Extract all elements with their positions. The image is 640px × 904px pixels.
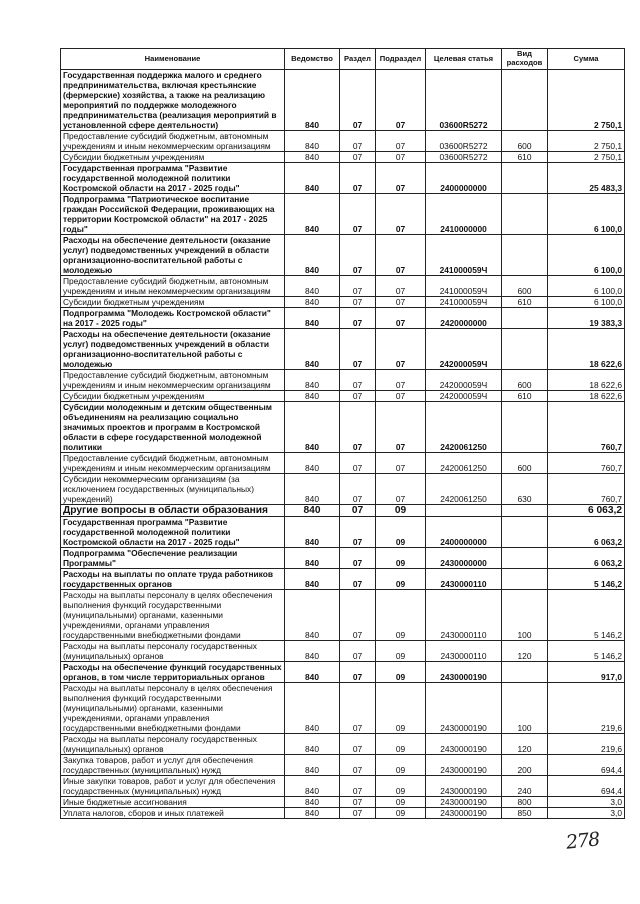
row-target-article-cell [426, 505, 502, 517]
row-amount-cell: 2 750,1 [548, 152, 625, 163]
row-name-cell: Иные бюджетные ассигнования [61, 797, 285, 808]
row-section-cell: 07 [340, 297, 376, 308]
row-expense-type-cell: 600 [502, 276, 548, 297]
row-name-cell: Предоставление субсидий бюджетным, автономным учреждениям и иным некоммерческим организациям [61, 131, 285, 152]
row-subsection-cell: 07 [376, 308, 426, 329]
row-section-cell: 07 [340, 641, 376, 662]
row-subsection-cell: 07 [376, 194, 426, 235]
row-amount-cell: 5 146,2 [548, 590, 625, 641]
row-subsection-cell: 07 [376, 474, 426, 505]
row-amount-cell: 18 622,6 [548, 329, 625, 370]
row-department-cell: 840 [285, 797, 340, 808]
row-name-cell: Другие вопросы в области образования [61, 505, 285, 517]
row-expense-type-cell: 850 [502, 808, 548, 819]
table-row [61, 391, 625, 402]
header-amount: Сумма [548, 49, 625, 70]
row-amount-cell: 18 622,6 [548, 370, 625, 391]
row-section-cell: 07 [340, 808, 376, 819]
row-department-cell: 840 [285, 297, 340, 308]
row-section-cell: 07 [340, 662, 376, 683]
table-row [61, 590, 625, 641]
table-row [61, 517, 625, 548]
row-target-article-cell: 2430000110 [426, 641, 502, 662]
row-amount-cell: 6 100,0 [548, 194, 625, 235]
row-department-cell: 840 [285, 474, 340, 505]
row-section-cell: 07 [340, 391, 376, 402]
row-subsection-cell: 07 [376, 453, 426, 474]
row-name-cell: Уплата налогов, сборов и иных платежей [61, 808, 285, 819]
row-target-article-cell: 03600R5272 [426, 70, 502, 131]
row-amount-cell: 25 483,3 [548, 163, 625, 194]
row-section-cell: 07 [340, 163, 376, 194]
row-expense-type-cell [502, 70, 548, 131]
row-department-cell: 840 [285, 152, 340, 163]
table-row [61, 734, 625, 755]
row-target-article-cell: 2420061250 [426, 453, 502, 474]
row-section-cell: 07 [340, 402, 376, 453]
row-department-cell: 840 [285, 505, 340, 517]
row-target-article-cell: 242000059Ч [426, 391, 502, 402]
row-target-article-cell: 241000059Ч [426, 235, 502, 276]
row-subsection-cell: 09 [376, 641, 426, 662]
row-expense-type-cell: 100 [502, 683, 548, 734]
row-department-cell: 840 [285, 683, 340, 734]
row-subsection-cell: 07 [376, 276, 426, 297]
row-subsection-cell: 07 [376, 370, 426, 391]
row-section-cell: 07 [340, 194, 376, 235]
row-target-article-cell: 2430000110 [426, 590, 502, 641]
header-department: Ведомство [285, 49, 340, 70]
row-subsection-cell: 07 [376, 163, 426, 194]
row-department-cell: 840 [285, 276, 340, 297]
row-target-article-cell: 241000059Ч [426, 297, 502, 308]
table-row [61, 474, 625, 505]
row-expense-type-cell [502, 329, 548, 370]
row-expense-type-cell: 800 [502, 797, 548, 808]
row-target-article-cell: 2430000000 [426, 548, 502, 569]
row-section-cell: 07 [340, 776, 376, 797]
row-amount-cell: 19 383,3 [548, 308, 625, 329]
table-row [61, 776, 625, 797]
row-subsection-cell: 09 [376, 755, 426, 776]
row-expense-type-cell [502, 517, 548, 548]
row-target-article-cell: 2430000190 [426, 662, 502, 683]
row-name-cell: Предоставление субсидий бюджетным, автономным учреждениям и иным некоммерческим организациям [61, 276, 285, 297]
table-row [61, 308, 625, 329]
row-amount-cell: 760,7 [548, 402, 625, 453]
row-expense-type-cell [502, 548, 548, 569]
row-section-cell: 07 [340, 152, 376, 163]
row-target-article-cell: 2420061250 [426, 402, 502, 453]
row-expense-type-cell: 200 [502, 755, 548, 776]
table-row [61, 548, 625, 569]
row-department-cell: 840 [285, 662, 340, 683]
row-subsection-cell: 07 [376, 70, 426, 131]
row-subsection-cell: 09 [376, 734, 426, 755]
table-row [61, 808, 625, 819]
row-department-cell: 840 [285, 391, 340, 402]
row-department-cell: 840 [285, 734, 340, 755]
row-section-cell: 07 [340, 235, 376, 276]
row-department-cell: 840 [285, 308, 340, 329]
row-subsection-cell: 09 [376, 517, 426, 548]
row-expense-type-cell [502, 402, 548, 453]
row-department-cell: 840 [285, 776, 340, 797]
row-subsection-cell: 09 [376, 683, 426, 734]
row-department-cell: 840 [285, 590, 340, 641]
row-amount-cell: 760,7 [548, 474, 625, 505]
row-expense-type-cell [502, 308, 548, 329]
row-name-cell: Иные закупки товаров, работ и услуг для обеспечения государственных (муниципальных) нужд [61, 776, 285, 797]
row-amount-cell: 6 063,2 [548, 505, 625, 517]
table-row [61, 276, 625, 297]
row-name-cell: Расходы на обеспечение деятельности (оказание услуг) подведомственных учреждений в области организационно-воспитательной работы с молодежью [61, 235, 285, 276]
row-amount-cell: 2 750,1 [548, 131, 625, 152]
row-expense-type-cell: 120 [502, 641, 548, 662]
row-section-cell: 07 [340, 329, 376, 370]
row-amount-cell: 5 146,2 [548, 569, 625, 590]
row-target-article-cell: 2430000190 [426, 755, 502, 776]
table-row [61, 402, 625, 453]
table-row [61, 662, 625, 683]
row-department-cell: 840 [285, 548, 340, 569]
table-row [61, 370, 625, 391]
table-row [61, 131, 625, 152]
row-amount-cell: 219,6 [548, 683, 625, 734]
row-expense-type-cell: 100 [502, 590, 548, 641]
row-section-cell: 07 [340, 308, 376, 329]
row-amount-cell: 3,0 [548, 808, 625, 819]
row-name-cell: Подпрограмма "Обеспечение реализации Программы" [61, 548, 285, 569]
row-subsection-cell: 07 [376, 235, 426, 276]
row-amount-cell: 5 146,2 [548, 641, 625, 662]
row-name-cell: Предоставление субсидий бюджетным, автономным учреждениям и иным некоммерческим организациям [61, 453, 285, 474]
row-expense-type-cell [502, 163, 548, 194]
row-section-cell: 07 [340, 370, 376, 391]
row-subsection-cell: 07 [376, 152, 426, 163]
row-target-article-cell: 2400000000 [426, 517, 502, 548]
row-amount-cell: 6 063,2 [548, 548, 625, 569]
row-amount-cell: 760,7 [548, 453, 625, 474]
page-number: 278 [564, 828, 601, 854]
row-department-cell: 840 [285, 163, 340, 194]
table-row [61, 453, 625, 474]
row-name-cell: Закупка товаров, работ и услуг для обеспечения государственных (муниципальных) нужд [61, 755, 285, 776]
row-target-article-cell: 2430000110 [426, 569, 502, 590]
row-target-article-cell: 2420061250 [426, 474, 502, 505]
row-amount-cell: 3,0 [548, 797, 625, 808]
row-amount-cell: 694,4 [548, 755, 625, 776]
row-expense-type-cell: 600 [502, 370, 548, 391]
row-section-cell: 07 [340, 683, 376, 734]
row-amount-cell: 18 622,6 [548, 391, 625, 402]
table-body [61, 70, 625, 819]
row-expense-type-cell: 610 [502, 152, 548, 163]
row-subsection-cell: 09 [376, 797, 426, 808]
row-name-cell: Расходы на выплаты по оплате труда работников государственных органов [61, 569, 285, 590]
row-name-cell: Расходы на обеспечение деятельности (оказание услуг) подведомственных учреждений в области организационно-воспитательной работы с молодежью [61, 329, 285, 370]
row-subsection-cell: 09 [376, 808, 426, 819]
row-target-article-cell: 2430000190 [426, 683, 502, 734]
row-expense-type-cell [502, 194, 548, 235]
row-target-article-cell: 242000059Ч [426, 329, 502, 370]
table-row [61, 505, 625, 517]
row-subsection-cell: 09 [376, 569, 426, 590]
row-section-cell: 07 [340, 517, 376, 548]
table-row [61, 70, 625, 131]
row-subsection-cell: 09 [376, 505, 426, 517]
row-expense-type-cell: 600 [502, 453, 548, 474]
row-name-cell: Субсидии бюджетным учреждениям [61, 152, 285, 163]
row-subsection-cell: 09 [376, 548, 426, 569]
row-name-cell: Подпрограмма "Молодежь Костромской области" на 2017 - 2025 годы" [61, 308, 285, 329]
row-name-cell: Государственная программа "Развитие государственной молодежной политики Костромской области на 2017 - 2025 годы" [61, 163, 285, 194]
row-name-cell: Расходы на выплаты персоналу государственных (муниципальных) органов [61, 734, 285, 755]
header-section: Раздел [340, 49, 376, 70]
row-amount-cell: 2 750,1 [548, 70, 625, 131]
row-target-article-cell: 2430000190 [426, 797, 502, 808]
header-expense-type: Вид расходов [502, 49, 548, 70]
row-department-cell: 840 [285, 235, 340, 276]
row-target-article-cell: 2430000190 [426, 776, 502, 797]
header-subsection: Подраздел [376, 49, 426, 70]
row-name-cell: Государственная поддержка малого и среднего предпринимательства, включая крестьянские (фермерские) хозяйства, а также на реализацию мероприятий по поддержке молодежного предпринимательства (реализация мероприятий в установленной сфере деятельности) [61, 70, 285, 131]
row-section-cell: 07 [340, 569, 376, 590]
table-row [61, 329, 625, 370]
row-expense-type-cell: 240 [502, 776, 548, 797]
row-department-cell: 840 [285, 517, 340, 548]
row-department-cell: 840 [285, 808, 340, 819]
row-name-cell: Предоставление субсидий бюджетным, автономным учреждениям и иным некоммерческим организациям [61, 370, 285, 391]
row-section-cell: 07 [340, 797, 376, 808]
table-header-row [61, 49, 625, 70]
row-subsection-cell: 09 [376, 776, 426, 797]
row-target-article-cell: 03600R5272 [426, 152, 502, 163]
row-expense-type-cell: 610 [502, 297, 548, 308]
row-name-cell: Расходы на выплаты персоналу государственных (муниципальных) органов [61, 641, 285, 662]
row-expense-type-cell: 120 [502, 734, 548, 755]
row-target-article-cell: 2430000190 [426, 734, 502, 755]
row-expense-type-cell [502, 662, 548, 683]
table-row [61, 569, 625, 590]
table-row [61, 163, 625, 194]
budget-table [60, 48, 625, 819]
header-name: Наименование [61, 49, 285, 70]
row-department-cell: 840 [285, 755, 340, 776]
row-department-cell: 840 [285, 131, 340, 152]
row-department-cell: 840 [285, 329, 340, 370]
row-department-cell: 840 [285, 569, 340, 590]
row-expense-type-cell: 610 [502, 391, 548, 402]
table-row [61, 152, 625, 163]
table-row [61, 797, 625, 808]
row-subsection-cell: 09 [376, 590, 426, 641]
row-name-cell: Расходы на выплаты персоналу в целях обеспечения выполнения функций государственными (муниципальными) органами, казенными учреждениями, органами управления государственными внебюджетными фондами [61, 590, 285, 641]
row-section-cell: 07 [340, 131, 376, 152]
row-subsection-cell: 07 [376, 297, 426, 308]
row-subsection-cell: 07 [376, 131, 426, 152]
row-target-article-cell: 2410000000 [426, 194, 502, 235]
row-expense-type-cell [502, 505, 548, 517]
row-department-cell: 840 [285, 70, 340, 131]
row-subsection-cell: 07 [376, 402, 426, 453]
row-target-article-cell: 2420000000 [426, 308, 502, 329]
row-section-cell: 07 [340, 474, 376, 505]
row-name-cell: Субсидии бюджетным учреждениям [61, 391, 285, 402]
table-row [61, 641, 625, 662]
row-expense-type-cell: 630 [502, 474, 548, 505]
row-amount-cell: 6 100,0 [548, 297, 625, 308]
row-target-article-cell: 2400000000 [426, 163, 502, 194]
row-name-cell: Государственная программа "Развитие государственной молодежной политики Костромской области на 2017 - 2025 годы" [61, 517, 285, 548]
table-row [61, 683, 625, 734]
row-subsection-cell: 07 [376, 329, 426, 370]
row-section-cell: 07 [340, 505, 376, 517]
row-name-cell: Субсидии некоммерческим организациям (за исключением государственных (муниципальных) учреждений) [61, 474, 285, 505]
row-amount-cell: 917,0 [548, 662, 625, 683]
table-row [61, 235, 625, 276]
table-row [61, 297, 625, 308]
row-amount-cell: 219,6 [548, 734, 625, 755]
row-target-article-cell: 2430000190 [426, 808, 502, 819]
row-target-article-cell: 241000059Ч [426, 276, 502, 297]
row-subsection-cell: 09 [376, 662, 426, 683]
row-department-cell: 840 [285, 194, 340, 235]
row-department-cell: 840 [285, 453, 340, 474]
row-section-cell: 07 [340, 70, 376, 131]
row-name-cell: Подпрограмма "Патриотическое воспитание граждан Российской Федерации, проживающих на территории Костромской области" на 2017 - 2025 годы" [61, 194, 285, 235]
row-expense-type-cell [502, 569, 548, 590]
row-section-cell: 07 [340, 590, 376, 641]
row-section-cell: 07 [340, 755, 376, 776]
row-amount-cell: 694,4 [548, 776, 625, 797]
row-section-cell: 07 [340, 453, 376, 474]
row-target-article-cell: 03600R5272 [426, 131, 502, 152]
row-subsection-cell: 07 [376, 391, 426, 402]
row-amount-cell: 6 100,0 [548, 235, 625, 276]
row-section-cell: 07 [340, 734, 376, 755]
table-row [61, 755, 625, 776]
row-name-cell: Субсидии бюджетным учреждениям [61, 297, 285, 308]
header-target-article: Целевая статья [426, 49, 502, 70]
row-expense-type-cell [502, 235, 548, 276]
row-section-cell: 07 [340, 548, 376, 569]
row-name-cell: Расходы на обеспечение функций государственных органов, в том числе территориальных органов [61, 662, 285, 683]
row-amount-cell: 6 100,0 [548, 276, 625, 297]
row-amount-cell: 6 063,2 [548, 517, 625, 548]
table-row [61, 194, 625, 235]
row-name-cell: Субсидии молодежным и детским общественным объединениям на реализацию социально значимых проектов и программ в Костромской области в сфере государственной молодежной политики [61, 402, 285, 453]
row-target-article-cell: 242000059Ч [426, 370, 502, 391]
row-department-cell: 840 [285, 402, 340, 453]
row-department-cell: 840 [285, 641, 340, 662]
row-department-cell: 840 [285, 370, 340, 391]
row-expense-type-cell: 600 [502, 131, 548, 152]
row-section-cell: 07 [340, 276, 376, 297]
row-name-cell: Расходы на выплаты персоналу в целях обеспечения выполнения функций государственными (муниципальными) органами, казенными учреждениями, органами управления государственными внебюджетными фондами [61, 683, 285, 734]
